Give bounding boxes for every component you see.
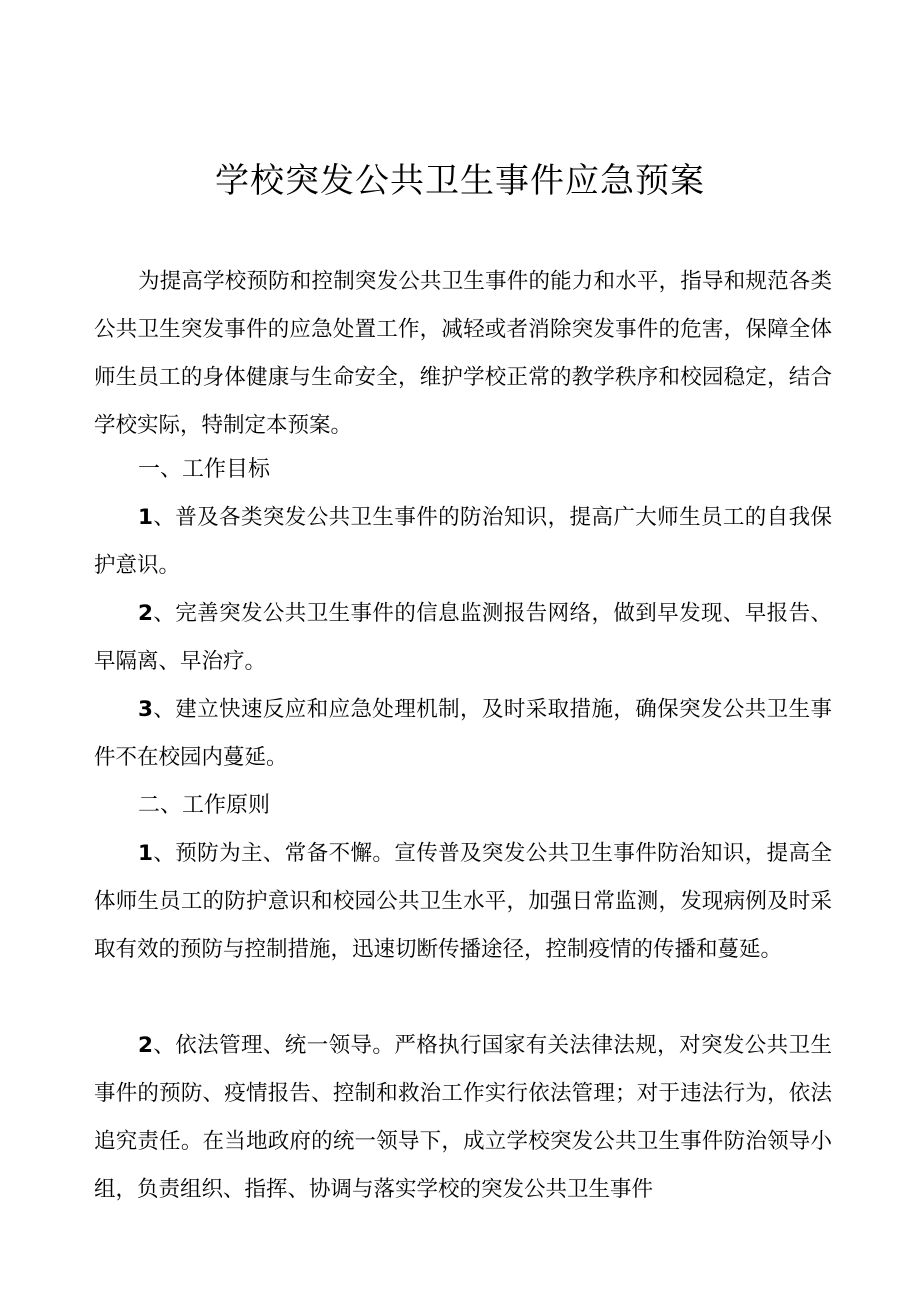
item-number: 1: [138, 505, 153, 530]
item-text: 、预防为主、常备不懈。宣传普及突发公共卫生事件防治知识，提高全体师生员工的防护意识和校园公共卫生水平，加强日常监测，发现病例及时采取有效的预防与控制措施，迅速切断传播途径，控制疫情的传播和蔓延。: [94, 841, 832, 962]
principle-item-2: [94, 1022, 832, 1214]
item-number: 2: [138, 601, 153, 626]
section-heading-goals: 一、工作目标: [138, 457, 271, 482]
item-number: 1: [138, 841, 153, 866]
item-text: 、建立快速反应和应急处理机制，及时采取措施，确保突发公共卫生事件不在校园内蔓延。: [94, 697, 832, 770]
item-text: 、完善突发公共卫生事件的信息监测报告网络，做到早发现、早报告、早隔离、早治疗。: [94, 601, 832, 674]
section-heading-principles: 二、工作原则: [138, 793, 271, 818]
item-text: 、依法管理、统一领导。严格执行国家有关法律法规，对突发公共卫生事件的预防、疫情报告、控制和救治工作实行依法管理；对于违法行为，依法追究责任。在当地政府的统一领导下，成立学校突发公共卫生事件防治领导小组，负责组织、指挥、协调与落实学校的突发公共卫生事件: [94, 1033, 832, 1202]
principle-item-1: [94, 830, 832, 974]
item-number: 2: [138, 1033, 153, 1058]
item-number: 3: [138, 697, 153, 722]
goal-item-2: [94, 590, 832, 686]
intro-paragraph: 为提高学校预防和控制突发公共卫生事件的能力和水平，指导和规范各类公共卫生突发事件的应急处置工作，减轻或者消除突发事件的危害，保障全体师生员工的身体健康与生命安全，维护学校正常的教学秩序和校园稳定，结合学校实际，特制定本预案。: [94, 269, 832, 438]
document-title: 学校突发公共卫生事件应急预案: [215, 161, 705, 201]
item-text: 、普及各类突发公共卫生事件的防治知识，提高广大师生员工的自我保护意识。: [94, 505, 832, 578]
goal-item-1: [94, 494, 832, 590]
goal-item-3: [94, 686, 832, 782]
